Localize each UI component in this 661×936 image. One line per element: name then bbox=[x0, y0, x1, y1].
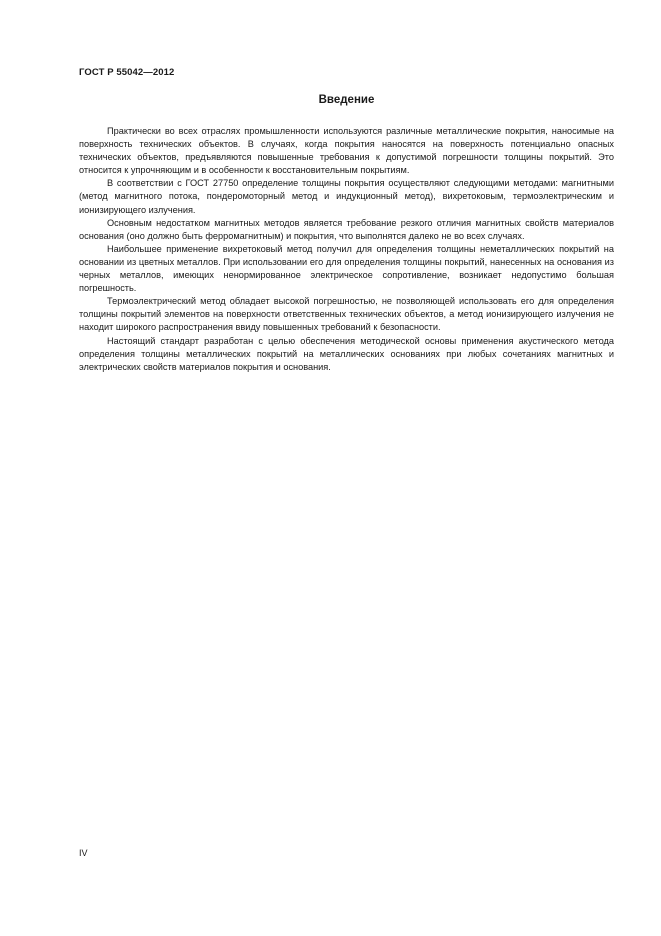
document-header: ГОСТ Р 55042—2012 bbox=[79, 67, 175, 78]
paragraph: Наибольшее применение вихретоковый метод получил для определения толщины неметаллических покрытий на основании из цветных металлов. При использовании его для определения толщины покрытий, нанесенных на основания из черных металлов, имеющих ненормированное электрическое сопротивление, возникает недопустимо большая погрешность. bbox=[79, 243, 614, 294]
paragraph: Основным недостатком магнитных методов является требование резкого отличия магнитных свойств материалов основания (оно должно быть ферромагнитным) и покрытия, что выполнятся далеко не во всех случаях. bbox=[79, 217, 614, 241]
section-title: Введение bbox=[318, 94, 375, 106]
paragraph: Практически во всех отраслях промышленности используются различные металлические покрытия, наносимые на поверхность технических объектов. В случаях, когда покрытия наносятся на поверхность потенциально опасных технических объектов, предъявляются повышенные требования к допустимой погрешности толщины покрытий. Это относится к упрочняющим и в особенности к восстановительным покрытиям. bbox=[79, 126, 614, 176]
page-number: IV bbox=[79, 848, 88, 858]
paragraph: В соответствии с ГОСТ 27750 определение толщины покрытия осуществляют следующими методами: магнитными (метод магнитного потока, пондеромоторный метод и индукционный метод), вихретоковым, термоэлектрическим и ионизирующего излучения. bbox=[79, 178, 614, 215]
paragraph: Термоэлектрический метод обладает высокой погрешностью, не позволяющей использовать его для определения толщины покрытий элементов на поверхности ответственных технических объектов, а метод ионизирующего излучения не находит широкого распространения ввиду повышенных требований к безопасности. bbox=[79, 296, 614, 333]
paragraph: Настоящий стандарт разработан с целью обеспечения методической основы применения акустического метода определения толщины металлических покрытий на металлических основаниях при любых сочетаниях магнитных и электрических свойств материалов покрытия и основания. bbox=[79, 335, 614, 372]
body-text bbox=[79, 125, 614, 374]
